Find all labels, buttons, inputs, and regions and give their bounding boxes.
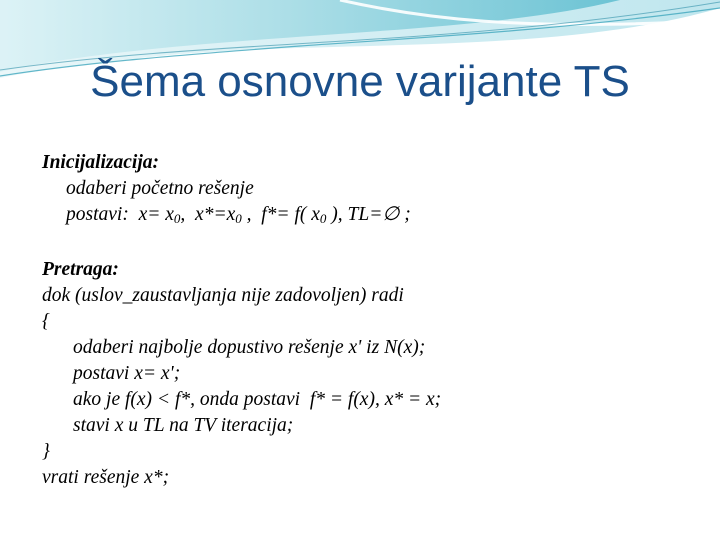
init-line-select: odaberi početno rešenje [66,178,254,199]
return-result: vrati rešenje x*; [42,467,170,488]
loop-condition: dok (uslov_zaustavljanja nije zadovoljen) radi [42,285,404,306]
init-line-set [42,202,702,228]
init-set-sub-1: 0 [173,211,181,226]
init-set-part-1: postavi: x= x [66,204,174,225]
step-set-x: postavi x= x'; [73,363,181,384]
init-set-sub-3: 0 [319,211,327,226]
close-brace: } [42,441,50,462]
step-select-best: odaberi najbolje dopustivo rešenje x' iz N(x); [73,337,426,358]
init-set-sub-2: 0 [235,211,242,226]
spacer [42,228,702,257]
step-update-best: ako je f(x) < f*, onda postavi f* = f(x), x* = x; [73,389,442,410]
open-brace: { [42,311,50,332]
pseudocode-block [42,150,702,491]
init-set-part-2: , x*=x [180,204,236,225]
slide-title: Šema osnovne varijante TS [90,57,630,106]
init-set-part-3: , f*= f( x [241,204,320,225]
init-set-part-4: ), TL=∅ ; [326,204,411,225]
step-tabu-list: stavi x u TL na TV iteracija; [73,415,294,436]
init-heading: Inicijalizacija: [42,152,159,173]
search-heading: Pretraga: [42,259,119,280]
